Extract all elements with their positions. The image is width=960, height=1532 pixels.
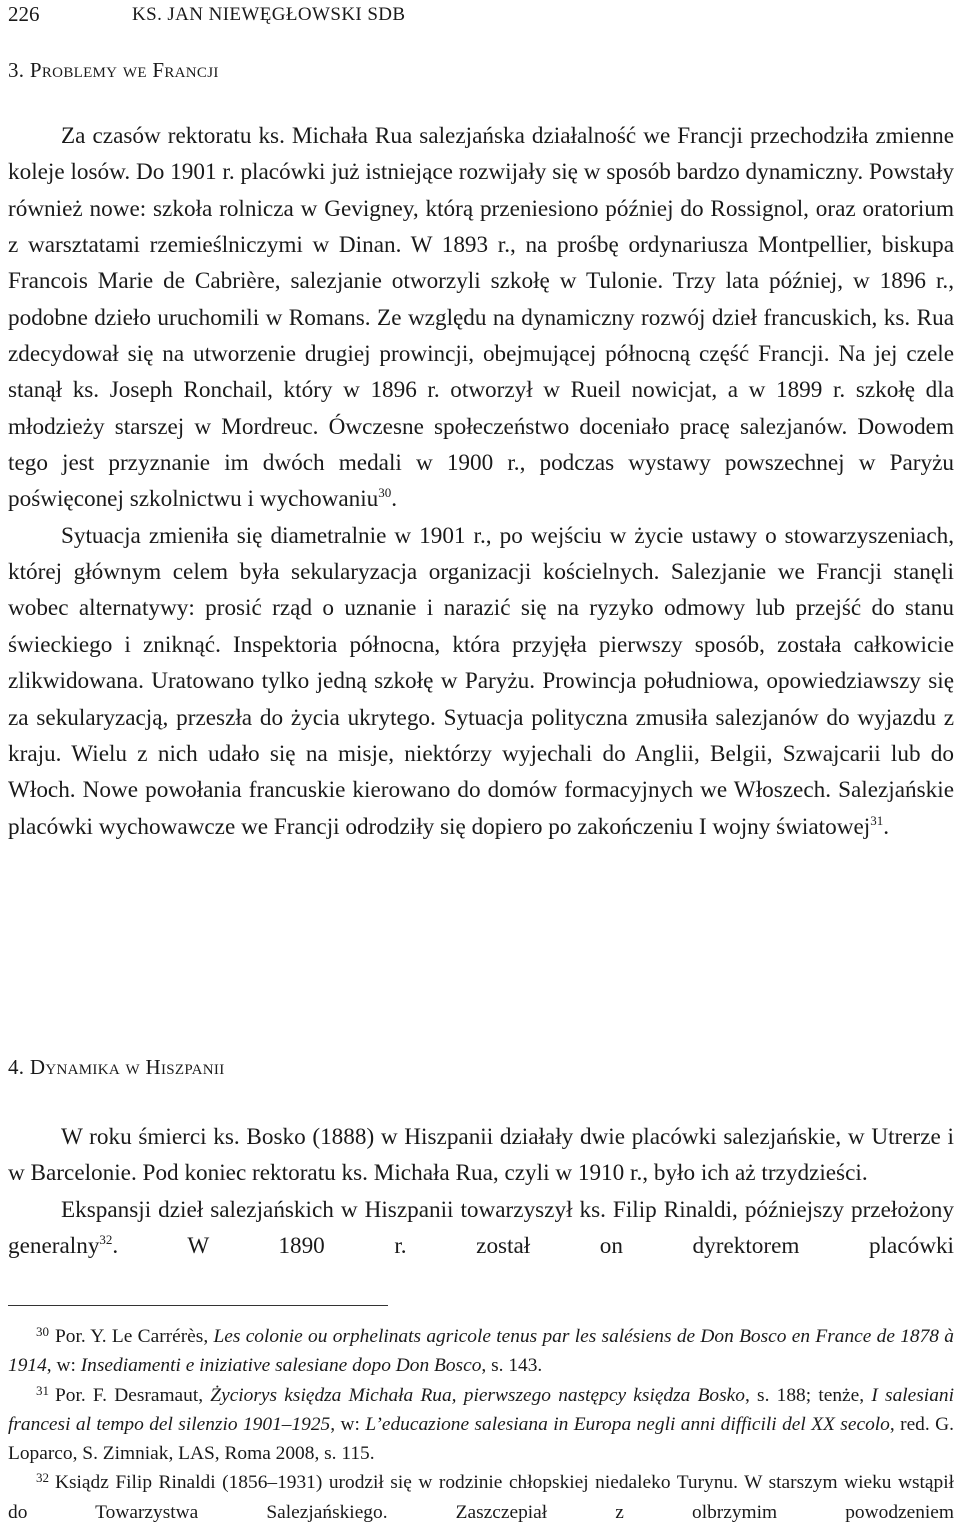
footnote-text: , s. 188; tenże, bbox=[744, 1384, 872, 1406]
section-3-body bbox=[8, 118, 954, 845]
footnote-separator bbox=[8, 1305, 388, 1306]
footnote-number: 31 bbox=[36, 1382, 49, 1398]
footnote-text: Ksiądz Filip Rinaldi (1856–1931) urodził się w rodzinie chłopskiej niedaleko Turynu. W starszym wieku wstąpił do Towarzystwa Salezjańskiego. Zaszczepiał z olbrzymim powodzeniem bbox=[8, 1472, 954, 1523]
footnote-text: , w: bbox=[330, 1413, 366, 1435]
paragraph bbox=[8, 1192, 954, 1265]
footnote-30 bbox=[8, 1322, 954, 1381]
paragraph: W roku śmierci ks. Bosko (1888) w Hiszpanii działały dwie placówki salezjańskie, w Utrerze i w Barcelonie. Pod koniec rektoratu ks. Michała Rua, czyli w 1910 r., było ich aż trzydzieści. bbox=[8, 1124, 954, 1187]
footnote-text: Por. F. Desramaut, bbox=[55, 1384, 211, 1406]
section-heading-3: 3. Problemy we Francji bbox=[8, 58, 219, 82]
footnote-31 bbox=[8, 1381, 954, 1469]
paragraph-text-end: . bbox=[883, 813, 889, 840]
paragraph-text: Za czasów rektoratu ks. Michała Rua salezjańska działalność we Francji przechodziła zmienne koleje losów. Do 1901 r. placówki już istniejące rozwijały się w sposób bardzo dynamiczny. Powstały również nowe: szkoła rolnicza w Gevigney, którą przeniesiono później do Rossignol, oraz oratorium z warsztatami rzemieślniczymi w Dinan. W 1893 r., na prośbę ordynariusza Montpellier, biskupa Francois Marie de Cabrière, salezjanie otworzyli szkołę w Tulonie. Trzy lata później, w 1896 r., podobne dzieło uruchomili w Romans. Ze względu na dynamiczny rozwój dzieł francuskich, ks. Rua zdecydował się na utworzenie drugiej prowincji, obejmującej północną część Francji. Na jej czele stanął ks. Joseph Ronchail, który w 1896 r. otworzył w Rueil nowicjat, a w 1899 r. szkołę dla młodzieży starszej w Mordreuc. Ówczesne społeczeństwo doceniało pracę salezjanów. Dowodem tego jest przyznanie im dwóch medali w 1900 r., podczas wystawy powszechnej w Paryżu poświęconej szkolnictwu i wychowaniu bbox=[8, 123, 954, 513]
footnote-ref: 31 bbox=[870, 812, 884, 828]
page-header bbox=[8, 0, 946, 34]
footnote-title: I salesiani francesi al tempo del silenzio 1901–1925 bbox=[8, 1384, 954, 1435]
footnote-title: Insediamenti e iniziative salesiane dopo Don Bosco bbox=[80, 1355, 482, 1377]
footnote-title: Życiorys księdza Michała Rua, pierwszego następcy księdza Bosko bbox=[210, 1384, 745, 1406]
footnote-number: 30 bbox=[36, 1324, 49, 1339]
footnote-32 bbox=[8, 1468, 954, 1527]
paragraph-text-end: . bbox=[391, 486, 398, 513]
section-heading-4: 4. Dynamika w Hiszpanii bbox=[8, 1055, 225, 1079]
paragraph-text-end: . W 1890 r. został on dyrektorem placówki bbox=[112, 1233, 954, 1260]
section-4-body bbox=[8, 1119, 954, 1264]
paragraph bbox=[8, 518, 954, 845]
footnote-text: , w: bbox=[46, 1355, 81, 1377]
footnote-text: , red. G. Loparco, S. Zimniak, LAS, Roma 2008, s. 115. bbox=[8, 1413, 954, 1465]
running-head: KS. JAN NIEWĘGŁOWSKI SDB bbox=[132, 4, 406, 25]
footnote-number: 32 bbox=[36, 1470, 49, 1486]
footnote-text: , s. 143. bbox=[481, 1355, 543, 1377]
footnote-ref: 32 bbox=[99, 1232, 113, 1248]
paragraph-text: Ekspansji dzieł salezjańskich w Hiszpanii towarzyszył ks. Filip Rinaldi, późniejszy przełożony generalny bbox=[8, 1196, 954, 1260]
paragraph-text: Sytuacja zmieniła się diametralnie w 1901 r., po wejściu w życie ustawy o stowarzyszeniach, której głównym celem była sekularyzacja organizacji kościelnych. Salezjanie we Francji stanęli wobec alternatywy: prosić rząd o uznanie i narazić się na ryzyko odmowy lub przejść do stanu świeckiego i zniknąć. Inspektoria północna, która przyjęła pierwszy sposób, została całkowicie zlikwidowana. Uratowano tylko jedną szkołę w Paryżu. Prowincja południowa, opowiedziawszy się za sekularyzacją, przeszła do życia ukrytego. Sytuacja polityczna zmusiła salezjanów do wyjazdu z kraju. Wielu z nich udało się na misje, niektórzy wyjechali do Anglii, Belgii, Szwajcarii lub do Włoch. Nowe powołania francuskie kierowano do domów formacyjnych we Włoszech. Salezjańskie placówki wychowawcze we Francji odrodziły się dopiero po zakończeniu I wojny światowej bbox=[8, 522, 954, 840]
footnote-title: Les colonie ou orphelinats agricole tenus par les salésiens de Don Bosco en France de 1878 à 1914 bbox=[8, 1326, 954, 1377]
footnote-ref: 30 bbox=[378, 485, 392, 501]
page-number: 226 bbox=[8, 2, 40, 26]
footnotes bbox=[8, 1322, 954, 1527]
footnote-title: L’educazione salesiana in Europa negli anni difficili del XX secolo bbox=[365, 1413, 890, 1435]
footnote-text: Por. Y. Le Carrérès, bbox=[55, 1326, 214, 1347]
paragraph bbox=[8, 118, 954, 518]
